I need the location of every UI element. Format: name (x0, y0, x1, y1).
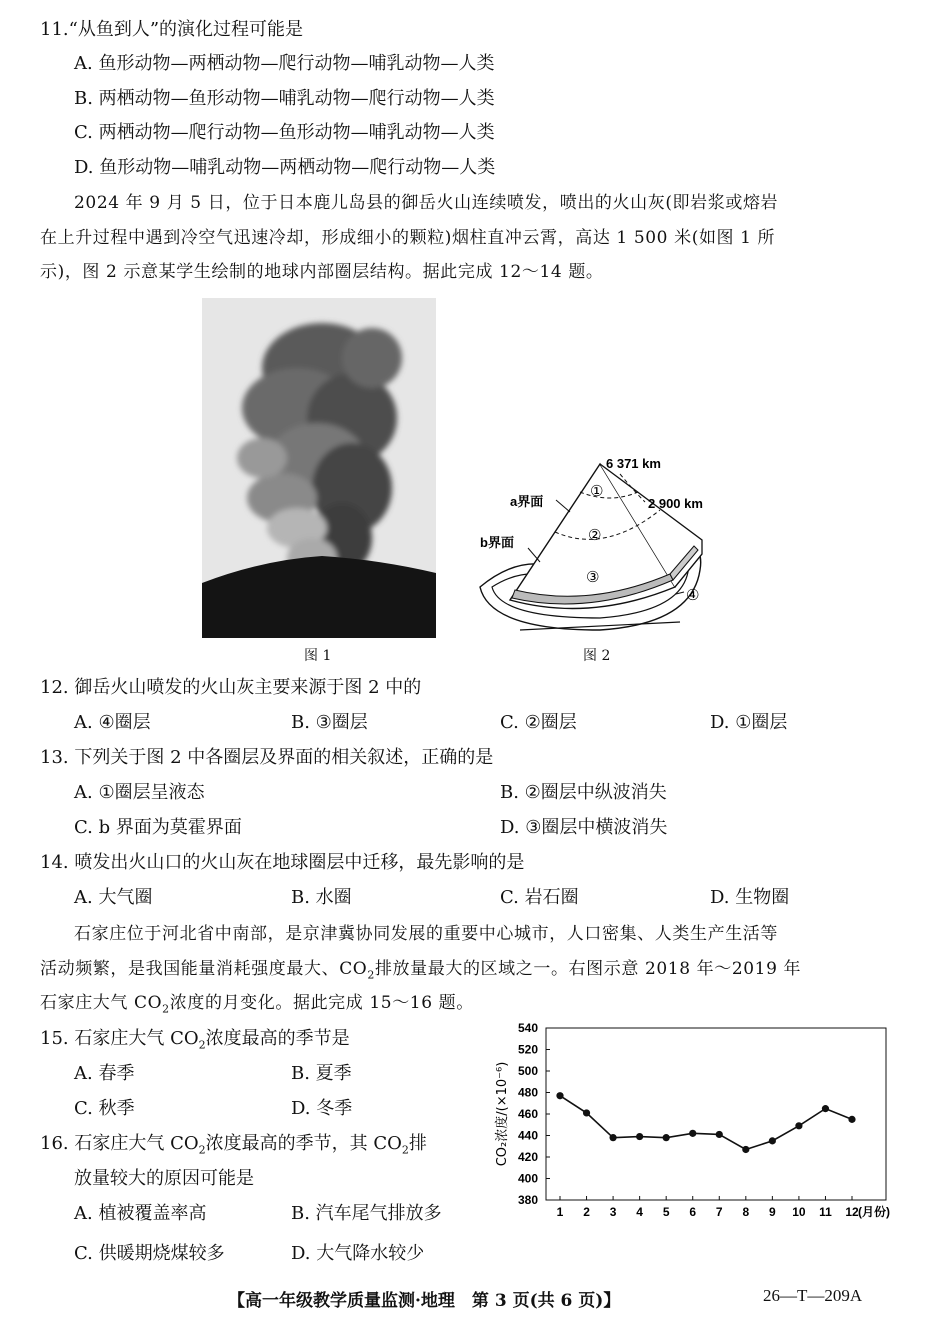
passage2-line1: 石家庄位于河北省中南部，是京津冀协同发展的重要中心城市，人口密集、人类生产生活等 (74, 924, 778, 944)
x-tick-label: 7 (715, 1205, 723, 1219)
y-tick-label: 420 (517, 1150, 538, 1164)
passage2-line2: 活动频繁，是我国能量消耗强度最大、$CO_2$排放量最大的区域之一。右图示意 2018 年～2019 年 (40, 959, 802, 982)
figure1-caption: 图 1 (304, 648, 332, 664)
q16-option-d: D. 大气降水较少 (291, 1243, 425, 1264)
q14-option-a: A. 大气圈 (74, 887, 153, 908)
data-point (822, 1105, 829, 1112)
q16-option-a: A. 植被覆盖率高 (74, 1203, 207, 1224)
q16-option-c: C. 供暖期烧煤较多 (74, 1243, 225, 1264)
q12-option-d: D. ①圈层 (710, 712, 788, 733)
data-point (795, 1122, 802, 1129)
co2-monthly-chart (482, 1018, 902, 1246)
data-point (742, 1146, 749, 1153)
x-tick-label: 11 (819, 1205, 832, 1219)
label-b-boundary: b界面 (480, 535, 514, 550)
y-tick-label: 540 (517, 1021, 538, 1035)
q13-option-c: C. b 界面为莫霍界面 (74, 817, 242, 838)
x-tick-label: 3 (609, 1205, 617, 1219)
data-point (848, 1116, 855, 1123)
q12-option-a: A. ④圈层 (74, 712, 151, 733)
q15-option-d: D. 冬季 (291, 1098, 353, 1119)
q14-option-c: C. 岩石圈 (500, 887, 579, 908)
q15-stem: 15. 石家庄大气 $CO_2$浓度最高的季节是 (40, 1028, 350, 1052)
q11-option-b: B. 两栖动物—鱼形动物—哺乳动物—爬行动物—人类 (74, 88, 495, 109)
q14-option-d: D. 生物圈 (710, 887, 790, 908)
data-point (716, 1131, 723, 1138)
layer-2-label: ② (588, 526, 602, 544)
q16-stem: 16. 石家庄大气 $CO_2$浓度最高的季节，其 $CO_2$排 (40, 1133, 427, 1157)
x-tick-label: 5 (662, 1205, 670, 1219)
q12-option-c: C. ②圈层 (500, 712, 577, 733)
y-tick-label: 400 (517, 1171, 538, 1186)
q14-option-b: B. 水圈 (291, 887, 352, 908)
data-point (636, 1133, 643, 1140)
footer-title: 【高一年级教学质量监测·地理 第 3 页(共 6 页)】 (228, 1291, 621, 1311)
x-tick-label: 10 (792, 1205, 806, 1219)
q16-stem-line2: 放量较大的原因可能是 (74, 1168, 254, 1189)
q12-option-b: B. ③圈层 (291, 712, 368, 733)
q11-option-d: D. 鱼形动物—哺乳动物—两栖动物—爬行动物—人类 (74, 157, 496, 178)
data-point (663, 1134, 670, 1141)
q13-option-a: A. ①圈层呈液态 (74, 782, 205, 803)
y-tick-label: 460 (517, 1107, 538, 1121)
q14-stem: 14. 喷发出火山口的火山灰在地球圈层中迁移，最先影响的是 (40, 852, 525, 873)
passage2-line3: 石家庄大气 $CO_2$浓度的月变化。据此完成 15～16 题。 (40, 993, 474, 1016)
y-tick-label: 480 (517, 1085, 538, 1100)
passage1-line2: 在上升过程中遇到冷空气迅速冷却，形成细小的颗粒)烟柱直冲云霄，高达 1 500 米(如图 1 所 (40, 228, 776, 248)
data-point (689, 1130, 696, 1137)
y-tick-label: 440 (517, 1128, 538, 1143)
layer-1-label: ① (590, 482, 604, 500)
data-point (769, 1137, 776, 1144)
q15-option-c: C. 秋季 (74, 1098, 135, 1119)
x-unit-label: (月份) (858, 1205, 890, 1219)
q11-stem: 11.“从鱼到人”的演化过程可能是 (40, 19, 304, 40)
x-tick-label: 6 (689, 1205, 697, 1219)
q13-option-d: D. ③圈层中横波消失 (500, 817, 668, 838)
q16-option-b: B. 汽车尾气排放多 (291, 1203, 442, 1224)
y-tick-label: 500 (517, 1064, 538, 1078)
label-2900km: 2 900 km (648, 496, 703, 511)
figure2-caption: 图 2 (583, 648, 611, 664)
layer-4-label: ④ (686, 586, 700, 604)
x-tick-label: 8 (742, 1205, 750, 1219)
plot-frame (546, 1028, 886, 1200)
y-tick-label: 380 (517, 1193, 538, 1207)
y-tick-label: 520 (517, 1042, 538, 1057)
q12-stem: 12. 御岳火山喷发的火山灰主要来源于图 2 中的 (40, 677, 422, 698)
data-point (609, 1134, 616, 1141)
x-tick-label: 1 (556, 1205, 564, 1219)
x-tick-label: 4 (636, 1205, 643, 1219)
layer-3-label: ③ (586, 568, 600, 586)
x-tick-label: 12 (845, 1205, 859, 1219)
label-a-boundary: a界面 (510, 494, 544, 509)
q13-option-b: B. ②圈层中纵波消失 (500, 782, 667, 803)
passage1-line3: 示)，图 2 示意某学生绘制的地球内部圈层结构。据此完成 12～14 题。 (40, 262, 604, 282)
passage1-line1: 2024 年 9 月 5 日，位于日本鹿儿岛县的御岳火山连续喷发，喷出的火山灰(即岩浆或熔岩 (74, 193, 779, 213)
earth-interior-diagram (470, 452, 710, 642)
footer-code: 26—T—209A (763, 1286, 863, 1305)
q11-option-c: C. 两栖动物—爬行动物—鱼形动物—哺乳动物—人类 (74, 122, 495, 143)
label-6371km: 6 371 km (606, 456, 661, 471)
q11-option-a: A. 鱼形动物—两栖动物—爬行动物—哺乳动物—人类 (74, 53, 495, 74)
q15-option-a: A. 春季 (74, 1063, 135, 1084)
data-point (583, 1109, 590, 1116)
data-point (556, 1092, 563, 1099)
series-line (560, 1096, 852, 1150)
x-tick-label: 2 (583, 1205, 590, 1219)
q15-option-b: B. 夏季 (291, 1063, 352, 1084)
x-tick-label: 9 (769, 1205, 776, 1219)
y-axis-label: CO₂浓度/(×10⁻⁶) (495, 1061, 510, 1167)
volcano-eruption-photo (202, 298, 436, 638)
q13-stem: 13. 下列关于图 2 中各圈层及界面的相关叙述，正确的是 (40, 747, 494, 768)
